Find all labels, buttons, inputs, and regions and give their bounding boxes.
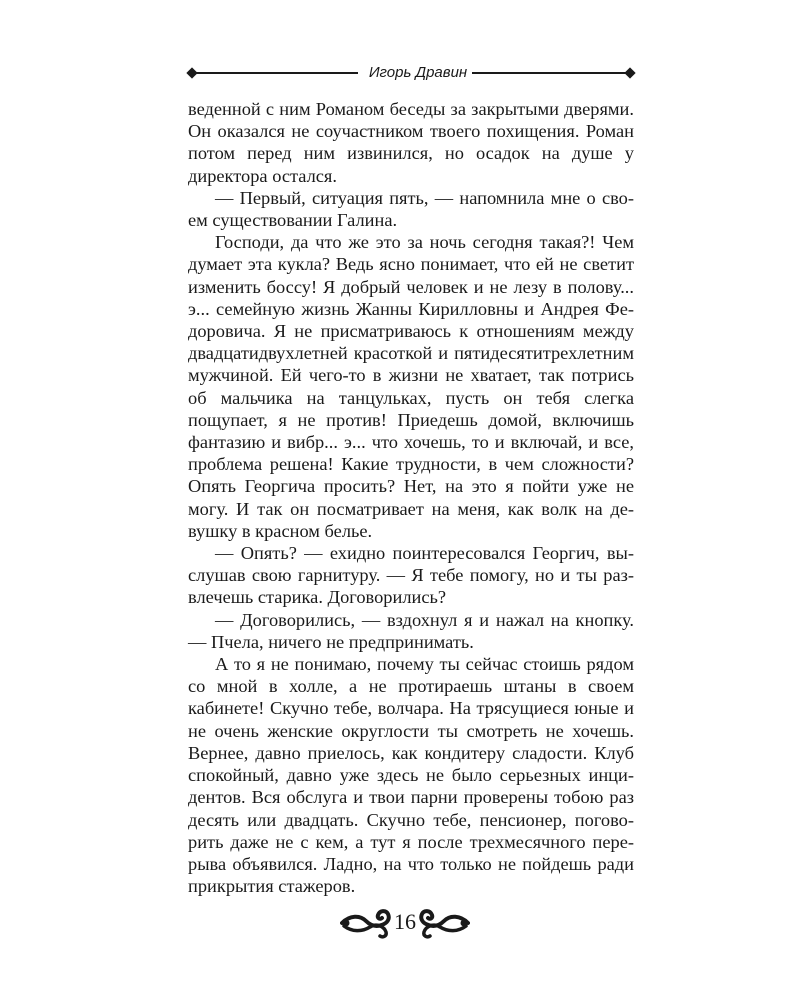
page-number: 16 (394, 909, 416, 934)
paragraph-4: — Опять? — ехидно поинтересовался Георгич, выслушав свою гарнитуру. — Я тебе помогу, но и ты развлечешь старика. Договорились? (188, 543, 634, 608)
paragraph-2: — Первый, ситуация пять, — напомнила мне о своем существовании Галина. (188, 187, 634, 231)
header-diamond-right-icon (624, 67, 635, 78)
header-rule-right (472, 72, 628, 74)
running-title: Игорь Дравин (368, 64, 468, 81)
running-header (188, 62, 634, 84)
paragraph-1: веденной с ним Романом беседы за закрытыми двеpями. Он оказался не соучастником твоего похищения. Роман потом перед ним извинился, но осадок на душе у директора остался. (188, 99, 634, 186)
ornament-left-icon (340, 906, 392, 940)
paragraph-5: — Договорились, — вздохнул я и нажал на кнопку. — Пчела, ничего не предпринимать. (188, 609, 634, 652)
header-rule-left (194, 72, 358, 74)
paragraph-3: Господи, да что же это за ночь сегодня такая?! Чем думает эта кукла? Ведь ясно понимает, что ей не светит изменить боссу! Я добрый человек и не лезу в полову... э... семейную жизнь Жанны Кирилловны и Андрея Федоровича. Я не присматриваюсь к отношениям между двадцатидвухлетней красоткой и пятидесятитрехлетним мужчиной. Ей чего-то в жизни не хватает, так потрись об мальчика на танцульках, пусть он тебя слегка пощупает, я не против! Приедешь домой, включишь фантазию и вибр... э... что хочешь, то и включай, и все, проблема решена! Какие трудности, в чем сложности? Опять Георгича просить? Нет, на это я пойти уже не могу. И так он посматривает на меня, как волк на девушку в красном белье. (188, 232, 634, 541)
page-body (188, 98, 634, 897)
ornament-right-icon (418, 906, 470, 940)
paragraph-6: А то я не понимаю, почему ты сейчас стоишь рядом со мной в холле, а не протираешь штаны в своем кабинете! Скучно тебе, волчара. На трясущиеся юные и не очень женские округлости ты смотреть не хочешь. Вернее, давно приелось, как кондитеру сладости. Клуб спокойный, давно уже здесь не было серьезных инцидентов. Вся обслуга и твои парни проверены тобою раз десять или двадцать. Скучно тебе, пенсионер, поговорить даже не с кем, а тут я после трехмесячного перерыва объявился. Ладно, на что только не пойдешь ради прикрытия стажеров. (188, 654, 634, 897)
page-footer (340, 906, 470, 940)
